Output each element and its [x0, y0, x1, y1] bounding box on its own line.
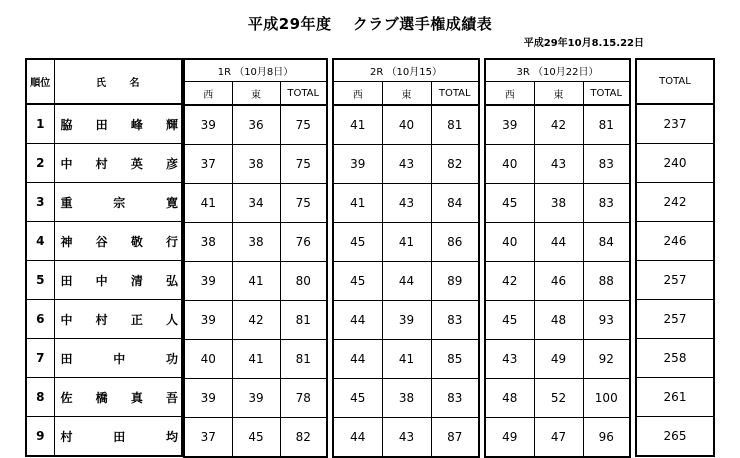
score-r2-east: 39: [382, 301, 431, 340]
score-r3-total: 83: [583, 145, 630, 184]
table-row: [636, 222, 714, 261]
score-r1-east: 38: [232, 145, 280, 184]
score-r3-west: 48: [485, 379, 534, 418]
page-title: 平成29年度 クラブ選手権成績表: [247, 15, 493, 33]
name-char: 橋: [95, 390, 108, 405]
total-header: TOTAL: [636, 59, 714, 104]
name-char: 均: [165, 429, 178, 444]
score-r1-west: 40: [184, 340, 232, 379]
score-r1-east: 39: [232, 379, 280, 418]
player-name: [54, 261, 182, 300]
name-char: 脇: [60, 117, 73, 132]
score-r1-total: 76: [280, 223, 327, 262]
table-row: [26, 339, 182, 378]
grand-total-cell: 261: [636, 378, 714, 417]
player-name: [54, 417, 182, 457]
table-row: [636, 417, 714, 457]
round-3-block: [484, 58, 631, 458]
date-line: 平成29年10月8.15.22日: [523, 38, 644, 49]
table-row: [485, 340, 630, 379]
table-row: [485, 223, 630, 262]
grand-total-cell: 240: [636, 144, 714, 183]
name-char: 寛: [165, 195, 178, 210]
score-r3-total: 93: [583, 301, 630, 340]
score-r3-east: 47: [534, 418, 583, 458]
table-row: [333, 184, 479, 223]
round-2-west-header: 西: [333, 82, 382, 106]
rank-cell: 5: [26, 261, 54, 300]
score-r1-west: 38: [184, 223, 232, 262]
rank-cell: 2: [26, 144, 54, 183]
rank-cell: 6: [26, 300, 54, 339]
score-r2-west: 39: [333, 145, 382, 184]
name-header: 氏 名: [54, 59, 182, 104]
score-r1-total: 82: [280, 418, 327, 458]
table-row: [333, 105, 479, 145]
name-char: 中: [60, 156, 73, 171]
round-3-east-header: 東: [534, 82, 583, 106]
table-row: [26, 222, 182, 261]
score-r3-east: 49: [534, 340, 583, 379]
rank-cell: 4: [26, 222, 54, 261]
score-r3-total: 88: [583, 262, 630, 301]
score-r2-west: 44: [333, 340, 382, 379]
rank-cell: 9: [26, 417, 54, 457]
player-name: [54, 300, 182, 339]
score-r3-total: 84: [583, 223, 630, 262]
name-block: [25, 58, 183, 457]
score-r2-total: 89: [431, 262, 479, 301]
total-block: [635, 58, 715, 457]
player-name: [54, 183, 182, 222]
grand-total-cell: 237: [636, 104, 714, 144]
table-row: [485, 262, 630, 301]
score-r2-total: 83: [431, 301, 479, 340]
table-row: [184, 418, 327, 458]
table-row: [636, 144, 714, 183]
score-r2-west: 45: [333, 379, 382, 418]
score-r1-total: 78: [280, 379, 327, 418]
score-r2-east: 43: [382, 145, 431, 184]
name-char: 村: [95, 312, 108, 327]
name-char: 敬: [130, 234, 143, 249]
table-row: [26, 144, 182, 183]
score-r3-east: 44: [534, 223, 583, 262]
score-r3-total: 81: [583, 105, 630, 145]
table-row: [26, 183, 182, 222]
table-row: [26, 417, 182, 457]
score-r2-east: 41: [382, 340, 431, 379]
score-r2-east: 41: [382, 223, 431, 262]
name-char: 谷: [95, 234, 108, 249]
score-r1-west: 39: [184, 379, 232, 418]
rank-cell: 1: [26, 104, 54, 144]
table-row: [184, 379, 327, 418]
table-row: [184, 223, 327, 262]
table-row: [333, 262, 479, 301]
table-row: [333, 223, 479, 262]
score-r1-west: 37: [184, 418, 232, 458]
score-r2-west: 45: [333, 262, 382, 301]
score-r2-total: 87: [431, 418, 479, 458]
round-1-header: 1R （10月8日）: [184, 59, 327, 82]
table-row: [485, 379, 630, 418]
rank-cell: 7: [26, 339, 54, 378]
grand-total-cell: 265: [636, 417, 714, 457]
name-char: 田: [95, 117, 108, 132]
score-r3-west: 45: [485, 301, 534, 340]
score-r2-total: 84: [431, 184, 479, 223]
score-r2-total: 81: [431, 105, 479, 145]
table-row: [333, 379, 479, 418]
name-char: 人: [165, 312, 178, 327]
table-row: [636, 104, 714, 144]
name-char: 正: [130, 312, 143, 327]
player-name: [54, 222, 182, 261]
score-r3-total: 100: [583, 379, 630, 418]
score-r1-east: 45: [232, 418, 280, 458]
player-name: [54, 339, 182, 378]
score-r1-total: 75: [280, 105, 327, 145]
score-r2-west: 45: [333, 223, 382, 262]
round-2-east-header: 東: [382, 82, 431, 106]
table-row: [26, 261, 182, 300]
table-row: [333, 418, 479, 458]
score-r2-total: 83: [431, 379, 479, 418]
name-char: 峰: [130, 117, 143, 132]
score-r1-total: 75: [280, 184, 327, 223]
player-name-text: [61, 155, 179, 172]
table-row: [26, 300, 182, 339]
table-row: [184, 262, 327, 301]
round-1-total-header: TOTAL: [280, 82, 327, 106]
player-name-text: [61, 194, 179, 211]
table-row: [184, 301, 327, 340]
table-row: [26, 104, 182, 144]
grand-total-cell: 257: [636, 261, 714, 300]
table-row: [636, 339, 714, 378]
score-r3-total: 96: [583, 418, 630, 458]
player-name: [54, 104, 182, 144]
name-char: 英: [130, 156, 143, 171]
score-r1-east: 36: [232, 105, 280, 145]
score-r1-total: 81: [280, 340, 327, 379]
player-name-text: [61, 116, 179, 133]
score-r2-east: 40: [382, 105, 431, 145]
table-row: [636, 183, 714, 222]
score-r2-east: 38: [382, 379, 431, 418]
grand-total-cell: 246: [636, 222, 714, 261]
player-name-text: [61, 311, 179, 328]
grand-total-cell: 242: [636, 183, 714, 222]
table-row: [333, 301, 479, 340]
table-row: [485, 184, 630, 223]
name-char: 田: [113, 429, 126, 444]
score-r3-east: 43: [534, 145, 583, 184]
score-r1-total: 75: [280, 145, 327, 184]
score-r3-west: 42: [485, 262, 534, 301]
player-name-text: [61, 350, 179, 367]
name-char: 功: [165, 351, 178, 366]
name-char: 田: [60, 351, 73, 366]
round-2-header: 2R （10月15）: [333, 59, 479, 82]
name-char: 神: [60, 234, 73, 249]
table-row: [333, 340, 479, 379]
score-r1-west: 39: [184, 105, 232, 145]
score-r1-west: 37: [184, 145, 232, 184]
table-row: [184, 184, 327, 223]
score-r2-east: 43: [382, 418, 431, 458]
name-char: 弘: [165, 273, 178, 288]
name-char: 村: [60, 429, 73, 444]
name-char: 重: [60, 195, 73, 210]
round-2-total-header: TOTAL: [431, 82, 479, 106]
table-row: [485, 105, 630, 145]
name-char: 清: [130, 273, 143, 288]
score-r3-east: 52: [534, 379, 583, 418]
name-char: 宗: [113, 195, 126, 210]
table-row: [184, 340, 327, 379]
player-name-text: [61, 233, 179, 250]
score-r2-east: 44: [382, 262, 431, 301]
name-char: 吾: [165, 390, 178, 405]
score-r1-east: 41: [232, 340, 280, 379]
rank-cell: 3: [26, 183, 54, 222]
table-row: [26, 378, 182, 417]
score-r3-east: 38: [534, 184, 583, 223]
name-char: 中: [113, 351, 126, 366]
score-r1-east: 41: [232, 262, 280, 301]
name-char: 佐: [60, 390, 73, 405]
table-row: [184, 145, 327, 184]
round-1-block: [183, 58, 328, 458]
rank-cell: 8: [26, 378, 54, 417]
score-r1-west: 41: [184, 184, 232, 223]
score-r3-total: 83: [583, 184, 630, 223]
round-3-header: 3R （10月22日）: [485, 59, 630, 82]
score-r3-east: 42: [534, 105, 583, 145]
score-r2-east: 43: [382, 184, 431, 223]
score-r3-west: 45: [485, 184, 534, 223]
score-r3-west: 40: [485, 145, 534, 184]
score-r2-west: 41: [333, 105, 382, 145]
name-char: 田: [60, 273, 73, 288]
round-2-block: [332, 58, 480, 458]
grand-total-cell: 258: [636, 339, 714, 378]
table-row: [184, 105, 327, 145]
score-r3-west: 39: [485, 105, 534, 145]
name-char: 行: [165, 234, 178, 249]
table-row: [636, 300, 714, 339]
table-row: [485, 145, 630, 184]
score-r3-west: 49: [485, 418, 534, 458]
score-r3-west: 40: [485, 223, 534, 262]
player-name-text: [61, 389, 179, 406]
name-char: 村: [95, 156, 108, 171]
score-r1-east: 38: [232, 223, 280, 262]
table-row: [485, 301, 630, 340]
name-char: 彦: [165, 156, 178, 171]
table-row: [636, 261, 714, 300]
score-r1-west: 39: [184, 262, 232, 301]
name-char: 輝: [165, 117, 178, 132]
name-char: 中: [60, 312, 73, 327]
score-r3-east: 48: [534, 301, 583, 340]
score-r2-total: 82: [431, 145, 479, 184]
score-r3-west: 43: [485, 340, 534, 379]
table-row: [485, 418, 630, 458]
round-3-total-header: TOTAL: [583, 82, 630, 106]
score-r1-total: 80: [280, 262, 327, 301]
score-r2-west: 41: [333, 184, 382, 223]
round-1-west-header: 西: [184, 82, 232, 106]
score-r2-west: 44: [333, 418, 382, 458]
score-r1-east: 34: [232, 184, 280, 223]
score-r1-west: 39: [184, 301, 232, 340]
rank-header: 順位: [26, 59, 54, 104]
player-name: [54, 144, 182, 183]
score-r3-total: 92: [583, 340, 630, 379]
score-r1-east: 42: [232, 301, 280, 340]
player-name-text: [61, 428, 179, 445]
name-char: 真: [130, 390, 143, 405]
score-r2-west: 44: [333, 301, 382, 340]
name-char: 中: [95, 273, 108, 288]
player-name-text: [61, 272, 179, 289]
table-row: [333, 145, 479, 184]
round-1-east-header: 東: [232, 82, 280, 106]
player-name: [54, 378, 182, 417]
round-3-west-header: 西: [485, 82, 534, 106]
score-r3-east: 46: [534, 262, 583, 301]
score-r2-total: 86: [431, 223, 479, 262]
score-r1-total: 81: [280, 301, 327, 340]
score-r2-total: 85: [431, 340, 479, 379]
grand-total-cell: 257: [636, 300, 714, 339]
table-row: [636, 378, 714, 417]
